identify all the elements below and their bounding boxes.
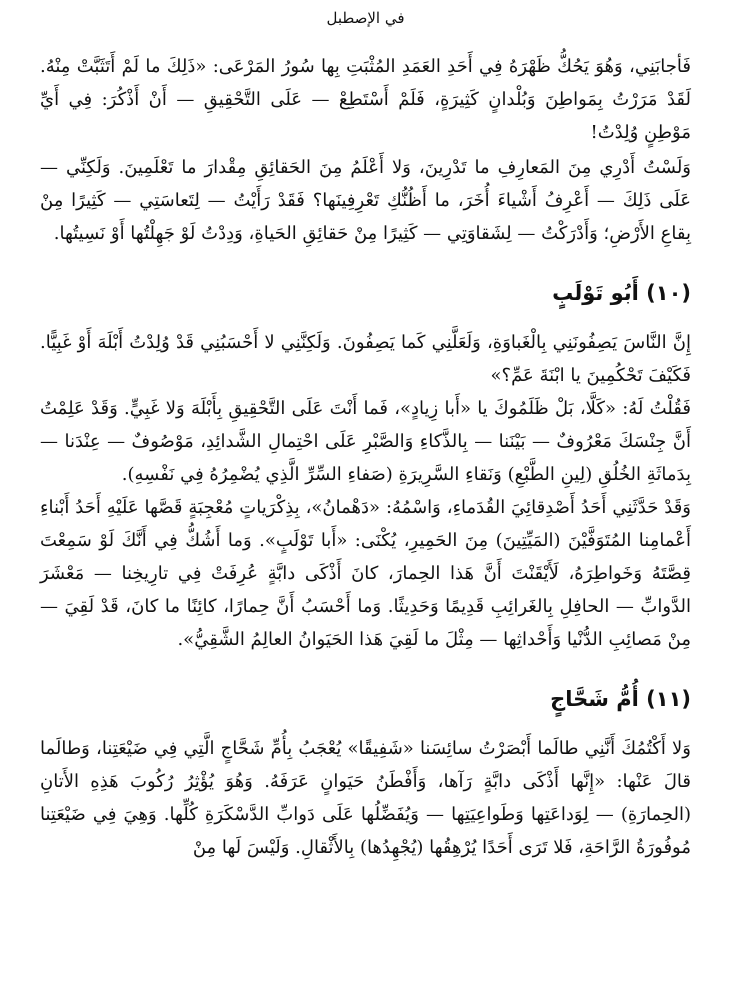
paragraph: فَقُلْتُ لَهُ: «كَلَّا، بَلْ ظَلَمُوكَ يا «أَبا زِيادٍ»، فَما أَنْتَ عَلَى التَّحْقِيقِ بِأَبْلَهَ وَلا غَبِيٍّ. وَقَدْ عَلِمْتُ أَنَّ جِنْسَكَ مَعْرُوفٌ — بَيْنَنا — بِالذَّكاءِ وَالصَّبْرِ عَلَى احْتِمالِ الشَّدائِدِ، مَوْصُوفٌ — عِنْدَنا — بِدَماثَةِ الخُلُقِ (لِينِ الطَّبْعِ) وَنَقاءِ السَّرِيرَةِ (صَفاءِ السِّرِّ الَّذِي يُضْمِرُهُ فِي نَفْسِهِ).: [40, 398, 691, 485]
paragraph: وَقَدْ حَدَّثَنِي أَحَدُ أَصْدِقائِيَ القُدَماءِ، وَاسْمُهُ: «دَهْمانُ»، بِذِكْرَياتٍ مُعْجِبَةٍ قَصَّها عَلَيْهِ أَحَدُ أَبْناءِ أَعْمامِنا المُتَوَفَّيْنَ (المَيِّتِينَ) مِنَ الحَمِيرِ، يُكْنَى: «أَبا تَوْلَبٍ». وَما أَشُكُّ فِي أَنَّكَ لَوْ سَمِعْتَ قِصَّتَهُ وَخَواطِرَهُ، لَأَيْقَنْتَ أَنَّ هَذا الحِمارَ، كانَ أَذْكَى دابَّةٍ عُرِفَتْ فِي تارِيخِنا — مَعْشَرَ الدَّوابِّ — الحافِلِ بِالغَرائِبِ قَدِيمًا وَحَدِيثًا. وَما أَحْسَبُ أَنَّ حِمارًا، كائِنًا ما كانَ، قَدْ لَقِيَ — مِنْ مَصائِبِ الدُّنْيا وَأَحْداثِها — مِثْلَ ما لَقِيَ هَذا الحَيَوانُ العالِمُ الشَّقِيُّ».: [40, 497, 691, 650]
paragraph: وَلَسْتُ أَدْرِي مِنَ المَعارِفِ ما تَدْرِينَ، وَلا أَعْلَمُ مِنَ الحَقائِقِ مِقْدارَ ما تَعْلَمِينَ. وَلَكِنِّي — عَلَى ذَلِكَ — أَعْرِفُ أَشْياءَ أُخَرَ، ما أَظُنُّكِ تَعْرِفِينَها؟ فَقَدْ رَأَيْتُ — لِتَعاسَتِي — كَثِيرًا مِنْ بِقاعِ الأَرْضِ؛ وَأَدْرَكْتُ — لِشَقاوَتِي — كَثِيرًا مِنْ حَقائِقِ الحَياةِ، وَدِدْتُ لَوْ جَهِلْتُها أَوْ نَسِيتُها.: [40, 157, 691, 244]
paragraph: فَأجابَنِي، وَهُوَ يَحُكُّ ظَهْرَهُ فِي أَحَدِ العَمَدِ المُثْبَتِ بِها سُورُ المَرْعَى: «ذَلِكَ ما لَمْ أَتَثَبَّتْ مِنْهُ. لَقَدْ مَرَرْتُ بِمَواطِنَ وَبُلْدانٍ كَثِيرَةٍ، فَلَمْ أَسْتَطِعْ — عَلَى التَّحْقِيقِ — أَنْ أَذْكُرَ: فِي أَيِّ مَوْطِنٍ وُلِدْتُ!: [40, 56, 691, 143]
paragraph: وَلا أَكْتُمُكَ أَنَّنِي طالَما أَبْصَرْتُ سائِسَنا «شَفِيقًا» يُعْجَبُ بِأُمِّ شَحَّاجٍ الَّتِي فِي ضَيْعَتِنا، وَطالَما قالَ عَنْها: «إِنَّها أَذْكَى دابَّةٍ رَآها، وَأَفْطَنُ حَيَوانٍ عَرَفَهُ. وَهُوَ يُؤْثِرُ رُكُوبَ هَذِهِ الأَتانِ (الحِمارَةِ) — لِوَداعَتِها وَطَواعِيَتِها — وَيُفَضِّلُها عَلَى دَوابِّ الدَّسْكَرَةِ كُلِّها. وَهِيَ فِي ضَيْعَتِنا مُوفُورَةُ الرَّاحَةِ، فَلا تَرَى أَحَدًا يُرْهِقُها (يُجْهِدُها) بِالأَثْقالِ. وَلَيْسَ لَها مِنْ: [40, 738, 691, 858]
section-heading: (١٠) أَبُو تَوْلَبٍ: [552, 281, 691, 305]
running-head: في الإصطبل: [326, 9, 405, 27]
section-heading: (١١) أُمُّ شَحَّاجٍ: [550, 687, 691, 711]
paragraph: إِنَّ النَّاسَ يَصِفُونَنِي بِالْغَباوَةِ، وَلَعَلَّنِي كَما يَصِفُونَ. وَلَكِنَّنِي لا أَحْسَبُنِي قَدْ وُلِدْتُ أَبْلَهَ أَوْ غَبِيًّا. فَكَيْفَ تَحْكُمِينَ يا ابْنَةَ عَمِّ؟»: [40, 332, 691, 386]
